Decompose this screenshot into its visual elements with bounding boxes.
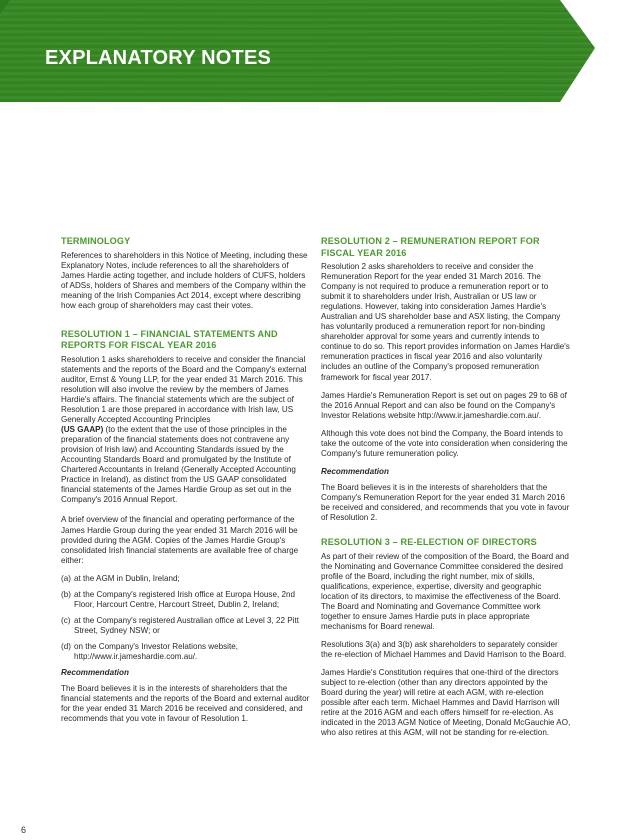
list-item <box>61 574 311 584</box>
resolution-2-recommendation-heading: Recommendation <box>321 466 389 476</box>
terminology-paragraph: References to shareholders in this Notice of Meeting, including these Explanatory Notes, include references to all the shareholders of James Hardie acting together, and include holders of CUFS, holders of ADSs, holders of Shares and members of the Company within the meaning of the Irish Companies Act 2014, except where describing how each group of shareholders may cast their votes. <box>61 250 308 310</box>
list-text: at the Company's registered Australian office at Level 3, 22 Pitt Street, Sydney NSW; or <box>74 615 300 635</box>
resolution-1-paragraph-1 <box>61 355 311 506</box>
header-banner <box>0 0 627 118</box>
section-resolution-3 <box>321 537 571 738</box>
list-text: at the AGM in Dublin, Ireland; <box>74 573 180 583</box>
us-gaap-term: (US GAAP) <box>61 425 104 435</box>
list-item <box>61 642 311 662</box>
list-item <box>61 590 311 610</box>
list-marker: (d) <box>61 641 71 651</box>
resolution-1-heading: RESOLUTION 1 – FINANCIAL STATEMENTS AND REPORTS FOR FISCAL YEAR 2016 <box>61 328 278 351</box>
resolution-2-heading: RESOLUTION 2 – REMUNERATION REPORT FOR FISCAL YEAR 2016 <box>321 236 540 258</box>
resolution-1-text-b: (to the extent that the use of those principles in the preparation of the financial statements does not contravene any provision of Irish law) and Accounting Standards issued by the Accounting Standards Board and promulgated by the Institute of Chartered Accountants in Ireland (Generally Accepted Accounting Practice in Ireland), as distinct from the US GAAP consolidated financial statements of the James Hardie Group as set out in the Company's 2016 Annual Report. <box>61 425 296 505</box>
resolution-2-paragraph-2: James Hardie's Remuneration Report is set out on pages 29 to 68 of the 2016 Annual Report and can also be found on the Company's Investor Relations website http://www.ir.jameshardie.com.au/. <box>321 390 567 420</box>
list-marker: (a) <box>61 573 71 583</box>
resolution-3-paragraph-1: As part of their review of the composition of the Board, the Board and the Nominating and Governance Committee considered the desired profile of the Board, including the right number, mix of skills, qualifications, experience, expertise, diversity and geographic location of its directors, to maximise the effectiveness of the Board. The Board and Nominating and Governance Committee work together to ensure James Hardie puts in place appropriate mechanisms for Board renewal. <box>321 551 569 631</box>
resolution-3-heading: RESOLUTION 3 – RE-ELECTION OF DIRECTORS <box>321 537 537 548</box>
resolution-2-paragraph-3: Although this vote does not bind the Company, the Board intends to take the outcome of the vote into consideration when considering the Company's future remuneration policy. <box>321 428 568 458</box>
resolution-1-recommendation: The Board believes it is in the interests of shareholders that the financial statements and the reports of the Board and external auditor for the year ended 31 March 2016 be received and considered, and recommends that you vote in favour of Resolution 1. <box>61 684 310 724</box>
resolution-3-paragraph-3: James Hardie's Constitution requires that one-third of the directors subject to re-election (other than any directors appointed by the Board during the year) will retire at each AGM, with re-election possible after each term. Michael Hammes and David Harrison will retire at the 2016 AGM and each offers himself for re-election. As indicated in the 2013 AGM Notice of Meeting, Donald McGauchie AO, who also retires at this AGM, will not be standing for re-election. <box>321 668 571 738</box>
page-number: 6 <box>21 825 27 835</box>
resolution-3-paragraph-2: Resolutions 3(a) and 3(b) ask shareholders to separately consider the re-election of Michael Hammes and David Harrison to the Board. <box>321 639 567 659</box>
resolution-1-recommendation-heading: Recommendation <box>61 668 129 678</box>
terminology-heading: TERMINOLOGY <box>61 236 131 246</box>
list-marker: (c) <box>61 615 71 625</box>
resolution-2-recommendation: The Board believes it is in the interests of shareholders that the Company's Remuneration Report for the year ended 31 March 2016 be received and considered, and recommends that you vote in favour of Resolution 2. <box>321 482 570 522</box>
section-resolution-2 <box>321 236 571 523</box>
resolution-1-paragraph-2: A brief overview of the financial and operating performance of the James Hardie Group during the year ended 31 March 2016 will be provided during the AGM. Copies of the James Hardie Group's consolidated Irish financial statements are available free of charge either: <box>61 515 299 565</box>
list-marker: (b) <box>61 589 71 599</box>
list-text: on the Company's Investor Relations website, http://www.ir.jameshardie.com.au/. <box>74 641 238 661</box>
resolution-1-text-a: Resolution 1 asks shareholders to receive and consider the financial statements and the reports of the Board and the Company's external auditor, Ernst & Young LLP, for the year ended 31 March 2016. This resolution will also involve the review by the members of James Hardie's affairs. The financial statements which are the subject of Resolution 1 are those prepared in accordance with Irish law, US Generally Accepted Accounting Principles <box>61 354 307 425</box>
section-terminology <box>61 236 311 311</box>
list-text: at the Company's registered Irish office at Europa House, 2nd Floor, Harcourt Centre, Harcourt Street, Dublin 2, Ireland; <box>74 589 295 609</box>
resolution-2-paragraph-1: Resolution 2 asks shareholders to receive and consider the Remuneration Report for the year ended 31 March 2016. The Company is not required to produce a remuneration report or to submit it to shareholders under Irish, Australian or US law or regulations. However, taking into consideration James Hardie's Australian and US shareholder base and ASX listing, the Company has voluntarily produced a remuneration report for non-binding shareholder approval for some years and currently intends to continue to do so. This report provides information on James Hardie's remuneration practices in fiscal year 2016 and also voluntarily includes an outline of the Company's proposed remuneration framework for fiscal year 2017. <box>321 262 570 382</box>
section-resolution-1 <box>61 329 311 724</box>
right-column <box>321 236 571 752</box>
left-column <box>61 236 311 738</box>
list-item <box>61 616 311 636</box>
page-title: EXPLANATORY NOTES <box>45 47 272 69</box>
